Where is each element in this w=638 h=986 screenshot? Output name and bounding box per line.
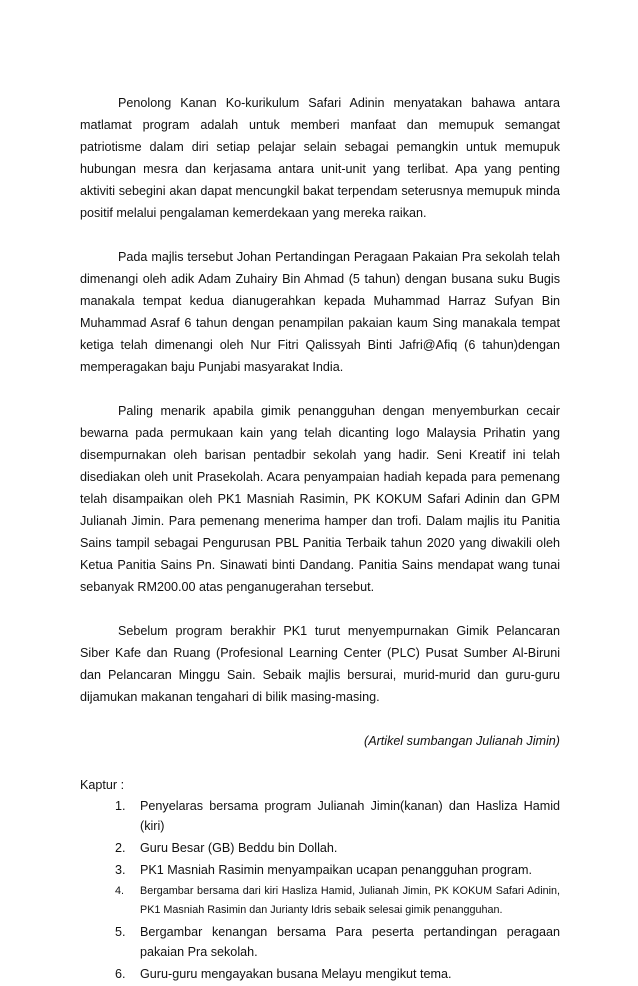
caption-item <box>115 838 560 858</box>
caption-number: 3. <box>115 863 126 877</box>
caption-item <box>115 964 560 984</box>
caption-item <box>115 860 560 880</box>
caption-number: 1. <box>115 799 126 813</box>
paragraph-closing: Sebelum program berakhir PK1 turut menyempurnakan Gimik Pelancaran Siber Kafe dan Ruang (Profesional Learning Center (PLC) Pusat Sumber Al-Biruni dan Pelancaran Minggu Sain. Sebaik majlis bersurai, murid-murid dan guru-guru dijamukan makanan tengahari di bilik masing-masing. <box>80 624 560 704</box>
article-credit: (Artikel sumbangan Julianah Jimin) <box>364 734 560 748</box>
caption-text: Guru Besar (GB) Beddu bin Dollah. <box>140 841 338 855</box>
paragraph-winners: Pada majlis tersebut Johan Pertandingan Peragaan Pakaian Pra sekolah telah dimenangi oleh adik Adam Zuhairy Bin Ahmad (5 tahun) dengan busana suku Bugis manakala tempat kedua dianugerahkan kepada Muhammad Harraz Sufyan Bin Muhammad Asraf 6 tahun dengan penampilan pakaian kaum Sing manakala tempat ketiga telah dimenangi oleh Nur Fitri Qalissyah Binti Jafri@Afiq (6 tahun)dengan memperagakan baju Punjabi masyarakat India. <box>80 250 560 374</box>
caption-text: PK1 Masniah Rasimin menyampaikan ucapan penangguhan program. <box>140 863 533 877</box>
caption-text: Bergambar bersama dari kiri Hasliza Hamid, Julianah Jimin, PK KOKUM Safari Adinin, PK1 Masniah Rasimin dan Jurianty Idris sebaik selesai gimik penangguhan. <box>140 885 560 916</box>
caption-text: Penyelaras bersama program Julianah Jimin(kanan) dan Hasliza Hamid (kiri) <box>140 799 560 833</box>
caption-list <box>80 796 560 984</box>
caption-text: Bergambar kenangan bersama Para peserta pertandingan peragaan pakaian Pra sekolah. <box>140 925 560 959</box>
caption-number: 5. <box>115 925 126 939</box>
paragraph-objectives: Penolong Kanan Ko-kurikulum Safari Adinin menyatakan bahawa antara matlamat program adalah untuk memberi manfaat dan memupuk semangat patriotisme dalam diri setiap pelajar selain sebagai pemangkin untuk memupuk hubungan mesra dan kerjasama antara unit-unit yang terlibat. Apa yang penting aktiviti sebegini akan dapat mencungkil bakat terpendam seterusnya memupuk minda positif melalui pengalaman kemerdekaan yang mereka raikan. <box>80 96 560 220</box>
document-page <box>80 92 560 986</box>
caption-number: 6. <box>115 967 126 981</box>
caption-item <box>115 922 560 962</box>
caption-label: Kaptur : <box>80 778 125 792</box>
paragraph-gimmick: Paling menarik apabila gimik penangguhan dengan menyemburkan cecair bewarna pada permukaan kain yang telah dicanting logo Malaysia Prihatin yang disempurnakan oleh barisan pentadbir sekolah yang hadir. Seni Kreatif ini telah disediakan oleh unit Prasekolah. Acara penyampaian hadiah kepada para pemenang telah disampaikan oleh PK1 Masniah Rasimin, PK KOKUM Safari Adinin dan GPM Julianah Jimin. Para pemenang menerima hamper dan trofi. Dalam majlis itu Panitia Sains tampil sebagai Pengurusan PBL Panitia Terbaik tahun 2020 yang diwakili oleh Ketua Panitia Sains Pn. Sinawati binti Dandang. Panitia Sains mendapat wang tunai sebanyak RM200.00 atas penganugerahan tersebut. <box>80 404 560 594</box>
caption-item <box>115 882 560 920</box>
caption-item <box>115 796 560 836</box>
caption-number: 4. <box>115 885 125 897</box>
caption-number: 2. <box>115 841 126 855</box>
caption-text: Guru-guru mengayakan busana Melayu mengikut tema. <box>140 967 452 981</box>
